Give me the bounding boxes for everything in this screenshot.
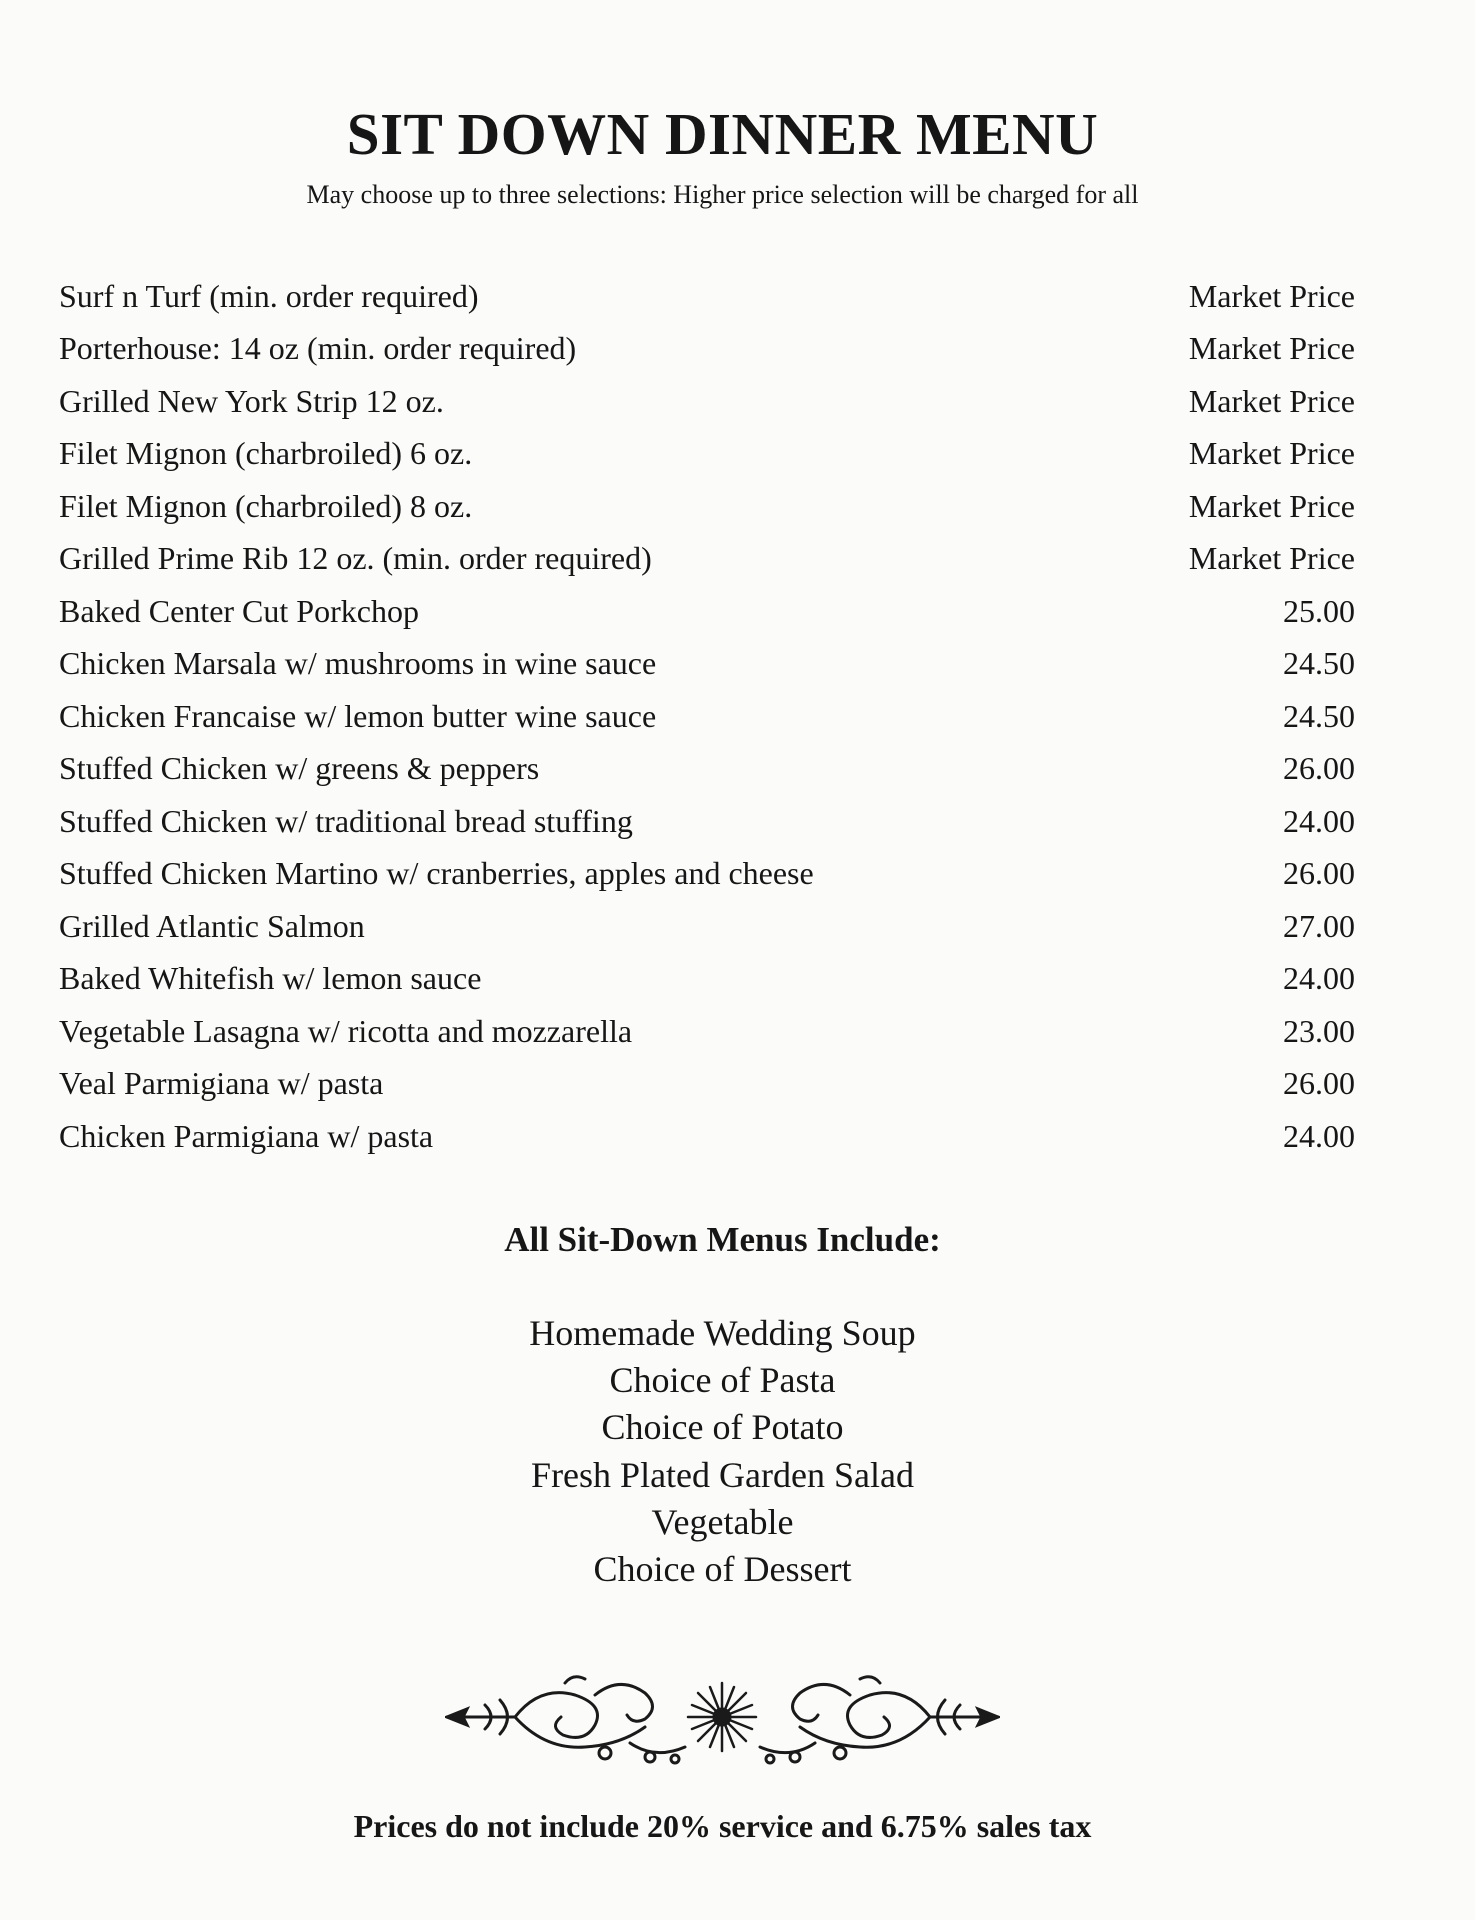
includes-item: Fresh Plated Garden Salad <box>531 1454 914 1495</box>
menu-item <box>59 1110 1355 1163</box>
menu-item <box>59 953 1355 1006</box>
menu-item-price: 26.00 <box>1283 1065 1355 1102</box>
includes-item: Choice of Pasta <box>609 1360 836 1401</box>
includes-heading: All Sit-Down Menus Include: <box>504 1220 941 1259</box>
menu-item-name: Surf n Turf (min. order required) <box>59 277 479 314</box>
page-title: SIT DOWN DINNER MENU <box>346 101 1099 167</box>
menu-item-price: Market Price <box>1188 330 1355 367</box>
menu-item-name: Chicken Parmigiana w/ pasta <box>59 1117 434 1154</box>
menu-item-price: 24.50 <box>1283 645 1355 682</box>
pricing-note: Prices do not include 20% service and 6.75% sales tax <box>353 1808 1092 1844</box>
menu-item <box>59 638 1355 691</box>
menu-item-price: 23.00 <box>1283 1012 1355 1049</box>
menu-item-price: 24.00 <box>1283 802 1355 839</box>
menu-item-name: Filet Mignon (charbroiled) 6 oz. <box>59 435 473 472</box>
menu-item-name: Chicken Francaise w/ lemon butter wine sauce <box>59 697 657 734</box>
includes-list <box>0 1310 1445 1593</box>
includes-item: Choice of Potato <box>601 1407 844 1448</box>
menu-item <box>59 795 1355 848</box>
menu-item <box>59 743 1355 796</box>
menu-item-name: Stuffed Chicken w/ traditional bread stuffing <box>59 802 633 839</box>
menu-item-price: Market Price <box>1188 382 1355 419</box>
menu-item <box>59 1005 1355 1058</box>
menu-item-name: Vegetable Lasagna w/ ricotta and mozzarella <box>59 1012 633 1049</box>
menu-item <box>59 1058 1355 1111</box>
menu-item-name: Baked Whitefish w/ lemon sauce <box>59 960 482 997</box>
menu-item-name: Porterhouse: 14 oz (min. order required) <box>59 330 577 367</box>
menu-item-price: 26.00 <box>1283 855 1355 892</box>
menu-item-name: Stuffed Chicken w/ greens & peppers <box>59 750 540 787</box>
menu-item <box>59 533 1355 586</box>
menu-item-name: Filet Mignon (charbroiled) 8 oz. <box>59 487 473 524</box>
menu-item-price: Market Price <box>1188 277 1355 314</box>
menu-item-price: 24.00 <box>1283 960 1355 997</box>
menu-item <box>59 480 1355 533</box>
menu-item-price: Market Price <box>1188 435 1355 472</box>
menu-item-name: Baked Center Cut Porkchop <box>59 592 419 629</box>
menu-item <box>59 375 1355 428</box>
menu-item-price: 25.00 <box>1283 592 1355 629</box>
menu-item-name: Stuffed Chicken Martino w/ cranberries, apples and cheese <box>59 855 814 892</box>
menu-item-name: Grilled Atlantic Salmon <box>59 907 365 944</box>
menu-item-price: Market Price <box>1188 540 1355 577</box>
menu-item-price: 26.00 <box>1283 750 1355 787</box>
menu-item-name: Grilled New York Strip 12 oz. <box>59 382 444 419</box>
menu-item <box>59 428 1355 481</box>
menu-item-price: Market Price <box>1188 487 1355 524</box>
includes-item: Vegetable <box>651 1501 794 1542</box>
menu-item-name: Chicken Marsala w/ mushrooms in wine sauce <box>59 645 657 682</box>
page-subtitle: May choose up to three selections: Higher price selection will be charged for all <box>306 180 1139 209</box>
flourish-divider-icon <box>445 1665 1000 1770</box>
menu-item <box>59 900 1355 953</box>
menu-item-price: 24.00 <box>1283 1117 1355 1154</box>
menu-item-price: 24.50 <box>1283 697 1355 734</box>
includes-item: Homemade Wedding Soup <box>529 1313 916 1353</box>
menu-item <box>59 323 1355 376</box>
menu-item-name: Grilled Prime Rib 12 oz. (min. order required) <box>59 540 652 577</box>
menu-item-name: Veal Parmigiana w/ pasta <box>59 1065 384 1102</box>
menu-item <box>59 690 1355 743</box>
menu-item <box>59 585 1355 638</box>
menu-item <box>59 270 1355 323</box>
includes-item: Choice of Dessert <box>593 1548 852 1589</box>
menu-item <box>59 848 1355 901</box>
menu-list <box>59 270 1355 1163</box>
menu-item-price: 27.00 <box>1283 907 1355 944</box>
